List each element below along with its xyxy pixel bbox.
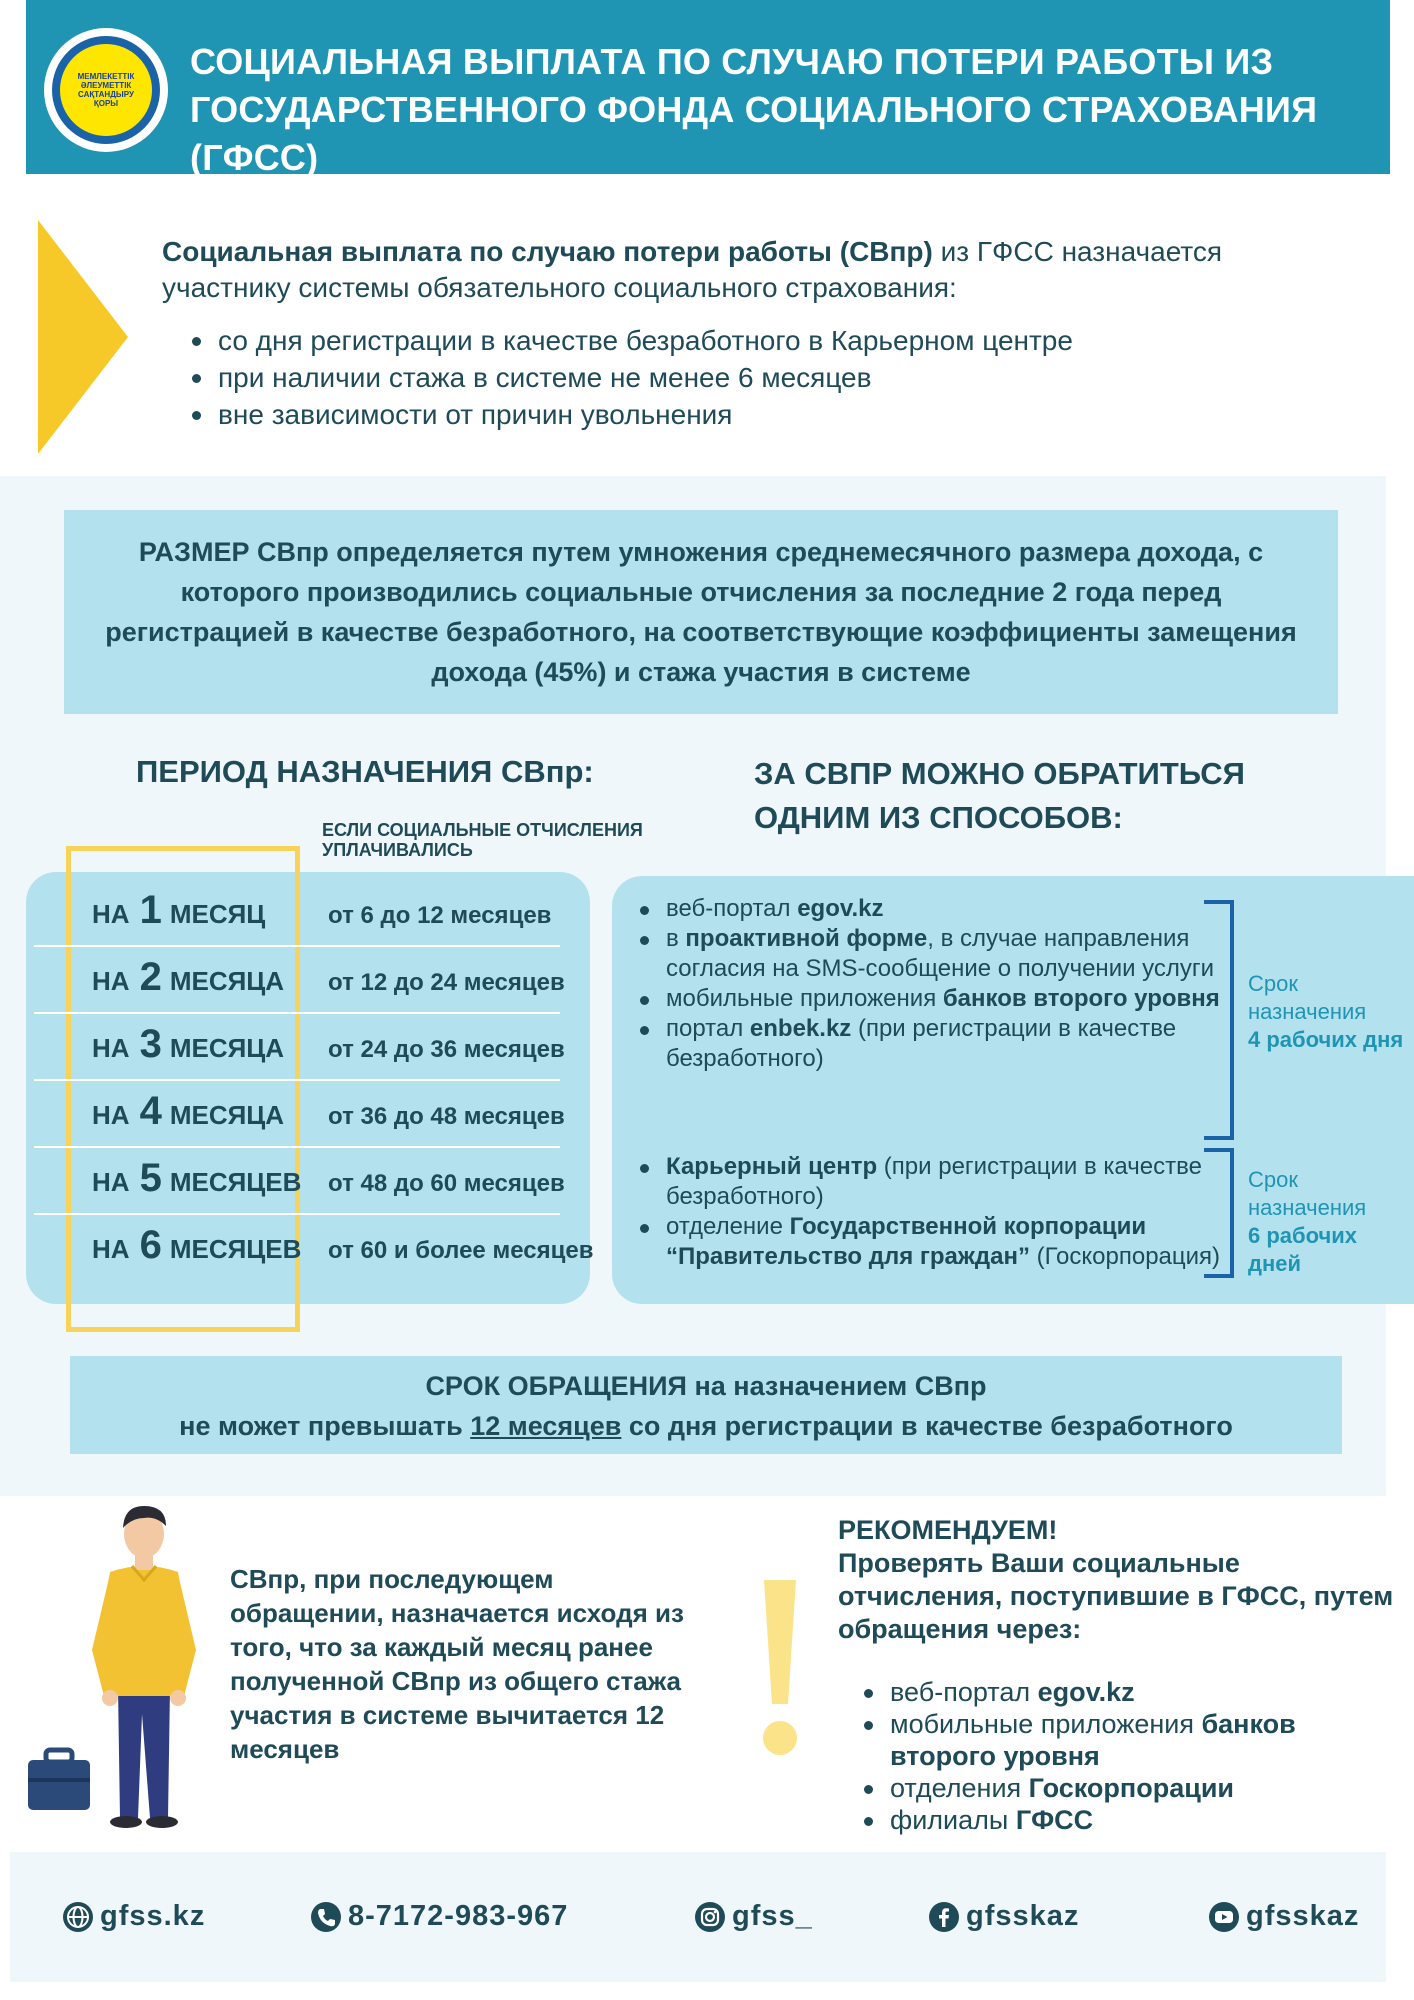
list-item (634, 1014, 1224, 1074)
list-item (858, 1676, 1378, 1708)
rec-bold: Госкорпорации (1028, 1773, 1235, 1803)
deadline-rest: на назначением СВпр (686, 1371, 987, 1401)
period-range: от 60 и более месяцев (328, 1237, 594, 1264)
period-range: от 24 до 36 месяцев (328, 1036, 565, 1063)
list-item (634, 924, 1224, 984)
term-online (1248, 970, 1408, 1054)
list-item: при наличии стажа в системе не менее 6 месяцев (186, 359, 1286, 396)
period-unit: МЕСЯЦЕВ (169, 1167, 302, 1197)
rec-bold: egov.kz (1037, 1677, 1135, 1707)
youtube-icon (1208, 1901, 1240, 1933)
intro-lead: Социальная выплата по случаю потери работы (СВпр) (162, 236, 933, 267)
period-pre: НА (92, 899, 130, 929)
rec-text: мобильные приложения (890, 1709, 1202, 1739)
method-text: , в случае направления согласия на SMS-сообщение о получении услуги (666, 925, 1215, 982)
recommend-title: РЕКОМЕНДУЕМ! (838, 1515, 1058, 1545)
method-text: (при регистрации в качестве безработного) (666, 1015, 1177, 1072)
table-row (34, 1148, 565, 1215)
period-unit: МЕСЯЦ (169, 899, 266, 929)
period-unit: МЕСЯЦА (169, 1100, 285, 1130)
period-unit: МЕСЯЦА (169, 966, 285, 996)
footer-youtube-text: gfsskaz (1246, 1900, 1360, 1932)
deadline-bold: СРОК ОБРАЩЕНИЯ (425, 1371, 687, 1401)
period-number: 1 (139, 888, 162, 932)
method-text: (Госкорпорация) (1029, 1243, 1221, 1270)
period-duration (92, 955, 284, 1000)
deadline-underlined: 12 месяцев (470, 1411, 622, 1441)
recommend-list (858, 1676, 1378, 1836)
method-bold: egov.kz (797, 895, 884, 922)
list-item: со дня регистрации в качестве безработного в Карьерном центре (186, 322, 1286, 359)
gfss-logo (44, 28, 168, 152)
recommend-block (838, 1514, 1398, 1646)
footer-facebook-text: gfsskaz (966, 1900, 1080, 1932)
period-range: от 36 до 48 месяцев (328, 1103, 565, 1130)
rec-bold: банков второго уровня (890, 1709, 1296, 1771)
footer-instagram-text: gfss_ (732, 1900, 813, 1932)
logo-text: МЕМЛЕКЕТТІК ӘЛЕУМЕТТІК САҚТАНДЫРУ ҚОРЫ (77, 72, 135, 108)
methods-title: ЗА СВПР МОЖНО ОБРАТИТЬСЯ ОДНИМ ИЗ СПОСОБОВ: (754, 756, 1245, 835)
list-item (858, 1804, 1378, 1836)
period-subtitle: ЕСЛИ СОЦИАЛЬНЫЕ ОТЧИСЛЕНИЯ УПЛАЧИВАЛИСЬ (322, 820, 643, 860)
rec-text: веб-портал (890, 1677, 1038, 1707)
term-label: Срок назначения (1248, 971, 1367, 1024)
bracket-online (1204, 900, 1234, 1140)
globe-icon (62, 1901, 94, 1933)
period-pre: НА (92, 1100, 130, 1130)
method-text: веб-портал (666, 895, 798, 922)
term-label: Срок назначения (1248, 1167, 1367, 1220)
term-offline (1248, 1166, 1408, 1278)
period-pre: НА (92, 966, 130, 996)
rec-text: отделения (890, 1773, 1029, 1803)
table-row (34, 947, 565, 1014)
period-pre: НА (92, 1234, 130, 1264)
period-pre: НА (92, 1167, 130, 1197)
method-bold: банков второго уровня (942, 985, 1220, 1012)
footer-instagram[interactable] (694, 1900, 813, 1933)
yellow-arrow-icon (38, 220, 128, 454)
intro-bullet-list (186, 322, 1286, 433)
method-text: отделение (666, 1213, 790, 1240)
deadline-line-1 (70, 1366, 1342, 1406)
logo-center (60, 44, 152, 136)
table-row (34, 880, 560, 947)
period-number: 4 (139, 1089, 162, 1133)
intro-rest: из ГФСС назначается участнику системы обязательного социального страхования: (162, 236, 1223, 303)
footer-phone[interactable] (310, 1900, 568, 1933)
list-item: вне зависимости от причин увольнения (186, 396, 1286, 433)
footer-website[interactable] (62, 1900, 205, 1933)
period-title: ПЕРИОД НАЗНАЧЕНИЯ СВпр: (136, 754, 594, 789)
period-number: 2 (139, 955, 162, 999)
instagram-icon (694, 1901, 726, 1933)
period-duration (92, 1022, 284, 1067)
table-row (34, 1014, 565, 1081)
footer-website-text: gfss.kz (100, 1900, 206, 1932)
footer-facebook[interactable] (928, 1900, 1079, 1933)
period-range: от 12 до 24 месяцев (328, 969, 565, 996)
method-bold: Карьерный центр (666, 1153, 878, 1180)
period-number: 3 (139, 1022, 162, 1066)
facebook-icon (928, 1901, 960, 1933)
period-duration (92, 1156, 301, 1201)
deadline-text (70, 1366, 1342, 1446)
bracket-offline (1204, 1148, 1234, 1278)
list-item (634, 1152, 1224, 1212)
term-value: 6 рабочих дней (1248, 1223, 1358, 1276)
phone-icon (310, 1901, 342, 1933)
methods-list-offline (634, 1152, 1224, 1272)
rec-text: филиалы (890, 1805, 1016, 1835)
list-item (634, 1212, 1224, 1272)
period-unit: МЕСЯЦА (169, 1033, 285, 1063)
footer-phone-text: 8-7172-983-967 (348, 1900, 569, 1932)
method-bold: проактивной форме (685, 925, 928, 952)
method-bold: Государственной корпорации “Правительство для граждан” (666, 1213, 1147, 1270)
list-item (634, 984, 1224, 1014)
list-item (858, 1708, 1378, 1772)
method-text: мобильные приложения (666, 985, 943, 1012)
footer-youtube[interactable] (1208, 1900, 1359, 1933)
reapply-note: СВпр, при последующем обращении, назначается исходя из того, что за каждый месяц ранее полученной СВпр из общего стажа участия в системе вычитается 12 месяцев (230, 1564, 684, 1764)
method-text: портал (666, 1015, 750, 1042)
deadline-text-a: не может превышать (179, 1411, 471, 1441)
period-unit: МЕСЯЦЕВ (169, 1234, 302, 1264)
method-text: в (666, 925, 686, 952)
method-text: (при регистрации в качестве безработного) (666, 1153, 1202, 1210)
term-value: 4 рабочих дня (1248, 1027, 1404, 1052)
period-range: от 6 до 12 месяцев (328, 902, 552, 929)
page-title: СОЦИАЛЬНАЯ ВЫПЛАТА ПО СЛУЧАЮ ПОТЕРИ РАБОТЫ ИЗ ГОСУДАРСТВЕННОГО ФОНДА СОЦИАЛЬНОГО СТРАХОВАНИЯ (ГФСС) (190, 41, 1318, 178)
table-row (34, 1215, 594, 1282)
method-bold: enbek.kz (749, 1015, 852, 1042)
recommend-subtitle: Проверять Ваши социальные отчисления, поступившие в ГФСС, путем обращения через: (838, 1548, 1394, 1644)
deadline-text-b: со дня регистрации в качестве безработного (621, 1411, 1233, 1441)
list-item (634, 894, 1224, 924)
person-illustration (20, 1500, 230, 1840)
period-number: 5 (139, 1156, 162, 1200)
period-duration (92, 1223, 301, 1268)
size-text: РАЗМЕР СВпр определяется путем умножения среднемесячного размера дохода, с которого производились социальные отчисления за последние 2 года перед регистрацией в качестве безработного, на соответствующие коэффициенты замещения дохода (45%) и стажа участия в системе (105, 537, 1297, 687)
period-pre: НА (92, 1033, 130, 1063)
rec-bold: ГФСС (1015, 1805, 1094, 1835)
period-range: от 48 до 60 месяцев (328, 1170, 565, 1197)
table-row (34, 1081, 565, 1148)
list-item (858, 1772, 1378, 1804)
period-number: 6 (139, 1223, 162, 1267)
intro-paragraph (162, 234, 1342, 306)
period-duration (92, 1089, 284, 1134)
exclamation-icon (758, 1580, 802, 1760)
methods-list-online (634, 894, 1224, 1074)
deadline-line-2 (70, 1406, 1342, 1446)
period-duration (92, 888, 265, 933)
